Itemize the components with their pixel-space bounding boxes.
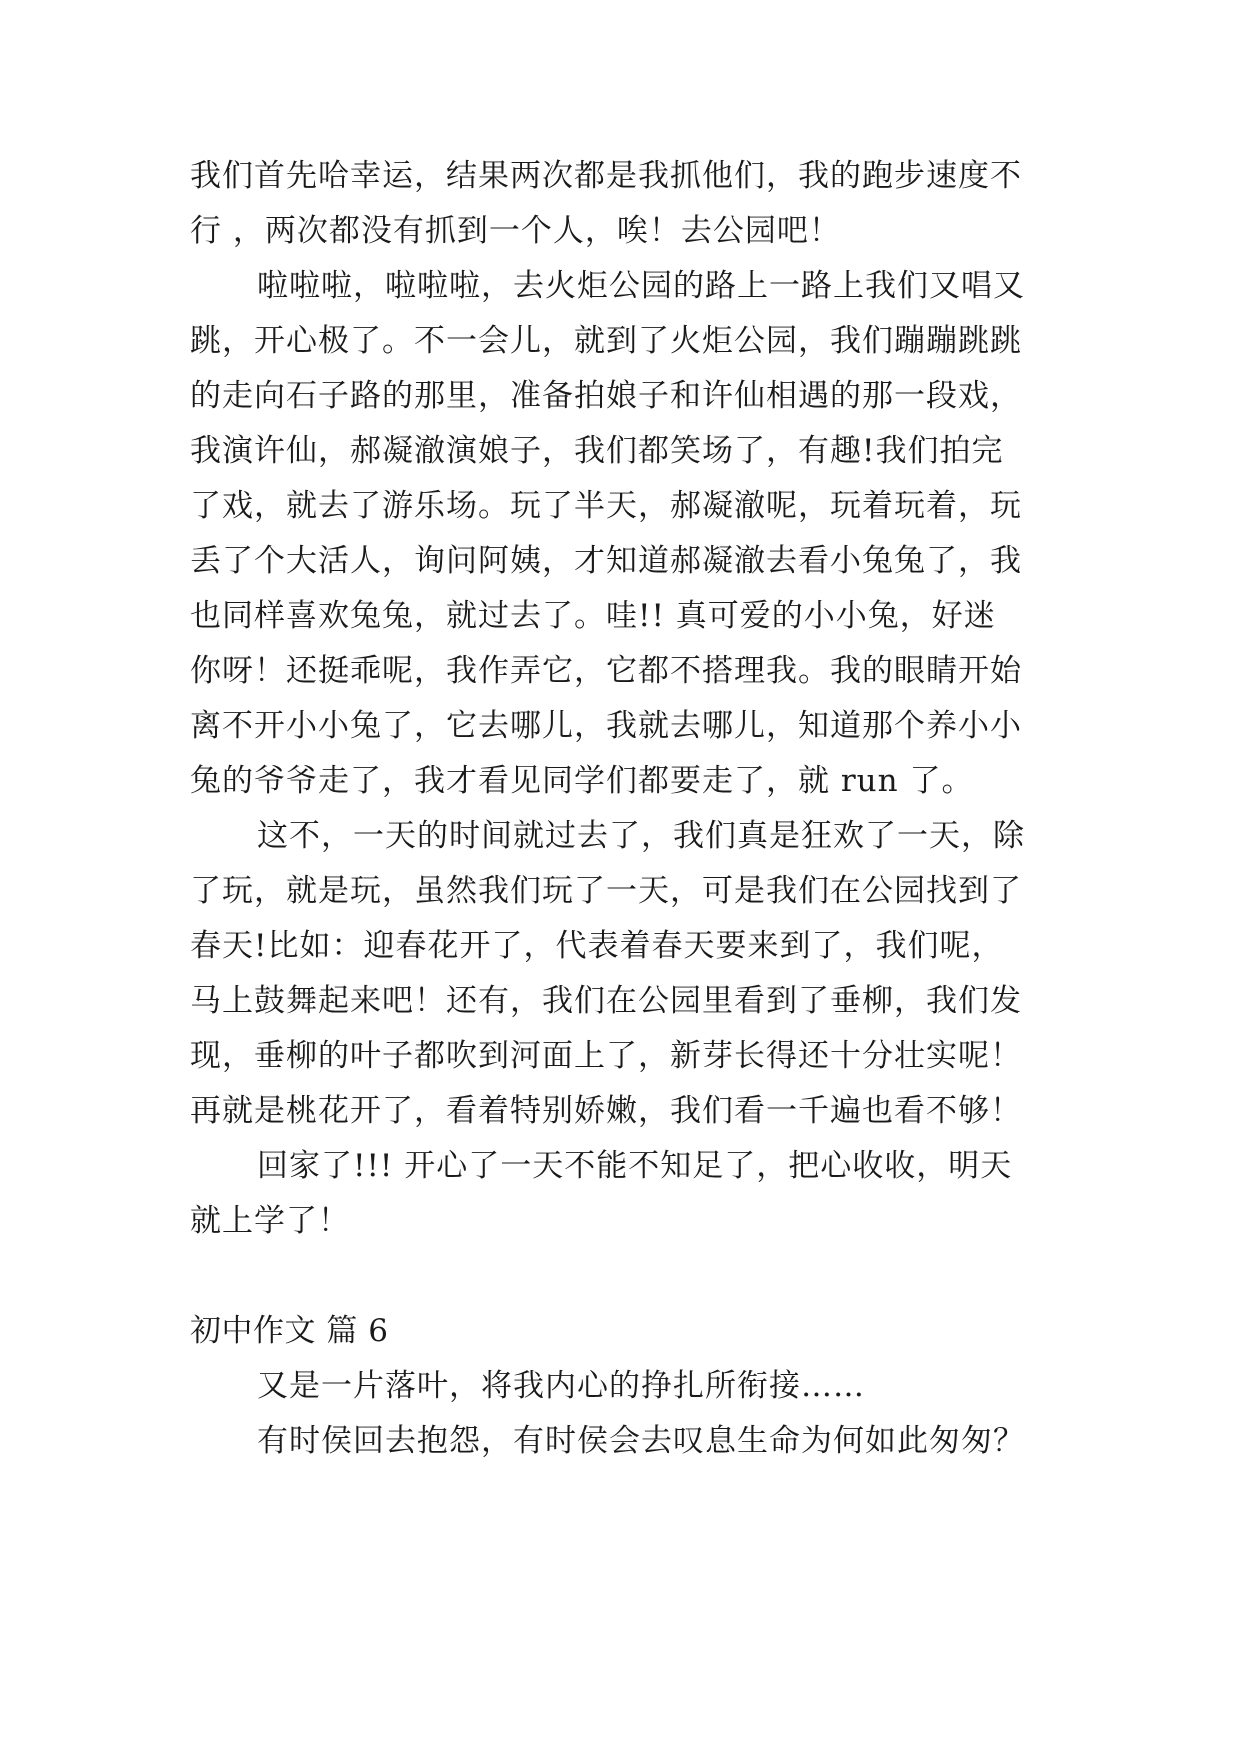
text-line: 了戏，就去了游乐场。玩了半天，郝凝澈呢，玩着玩着，玩 (190, 488, 1022, 524)
text-line: 也同样喜欢兔兔，就过去了。哇!! 真可爱的小小兔，好迷 (190, 598, 996, 634)
text-line: 丢了个大活人，询问阿姨，才知道郝凝澈去看小兔兔了，我 (190, 543, 1022, 579)
text-line: 行 ，两次都没有抓到一个人，唉！去公园吧！ (190, 213, 841, 249)
text-line: 再就是桃花开了，看着特别娇嫩，我们看一千遍也看不够！ (190, 1093, 1022, 1129)
text-line: 的走向石子路的那里，准备拍娘子和许仙相遇的那一段戏， (190, 378, 1022, 414)
text-line: 离不开小小兔了，它去哪儿，我就去哪儿，知道那个养小小 (190, 708, 1022, 744)
text-line: 啦啦啦，啦啦啦，去火炬公园的路上一路上我们又唱又 (257, 268, 1025, 304)
text-line: 我演许仙，郝凝澈演娘子，我们都笑场了，有趣!我们拍完 (190, 433, 1004, 469)
text-line: 兔的爷爷走了，我才看见同学们都要走了，就 run 了。 (190, 763, 974, 799)
text-line: 这不，一天的时间就过去了，我们真是狂欢了一天，除 (257, 818, 1025, 854)
text-line: 有时侯回去抱怨，有时侯会去叹息生命为何如此匆匆？ (257, 1423, 1025, 1459)
text-line: 马上鼓舞起来吧！还有，我们在公园里看到了垂柳，我们发 (190, 983, 1022, 1019)
text-line: 现，垂柳的叶子都吹到河面上了，新芽长得还十分壮实呢！ (190, 1038, 1022, 1074)
text-line: 我们首先哈幸运，结果两次都是我抓他们，我的跑步速度不 (190, 158, 1022, 194)
text-line: 就上学了！ (190, 1203, 350, 1239)
text-line: 了玩，就是玩，虽然我们玩了一天，可是我们在公园找到了 (190, 873, 1022, 909)
text-line: 又是一片落叶，将我内心的挣扎所衔接…… (257, 1368, 865, 1404)
text-line: 你呀！还挺乖呢，我作弄它，它都不搭理我。我的眼睛开始 (190, 653, 1022, 689)
text-line: 跳，开心极了。不一会儿，就到了火炬公园，我们蹦蹦跳跳 (190, 323, 1022, 359)
text-line: 春天!比如：迎春花开了，代表着春天要来到了，我们呢， (190, 928, 1004, 964)
text-line: 回家了!!! 开心了一天不能不知足了，把心收收，明天 (257, 1148, 1013, 1184)
section-title: 初中作文 篇 6 (190, 1313, 389, 1349)
